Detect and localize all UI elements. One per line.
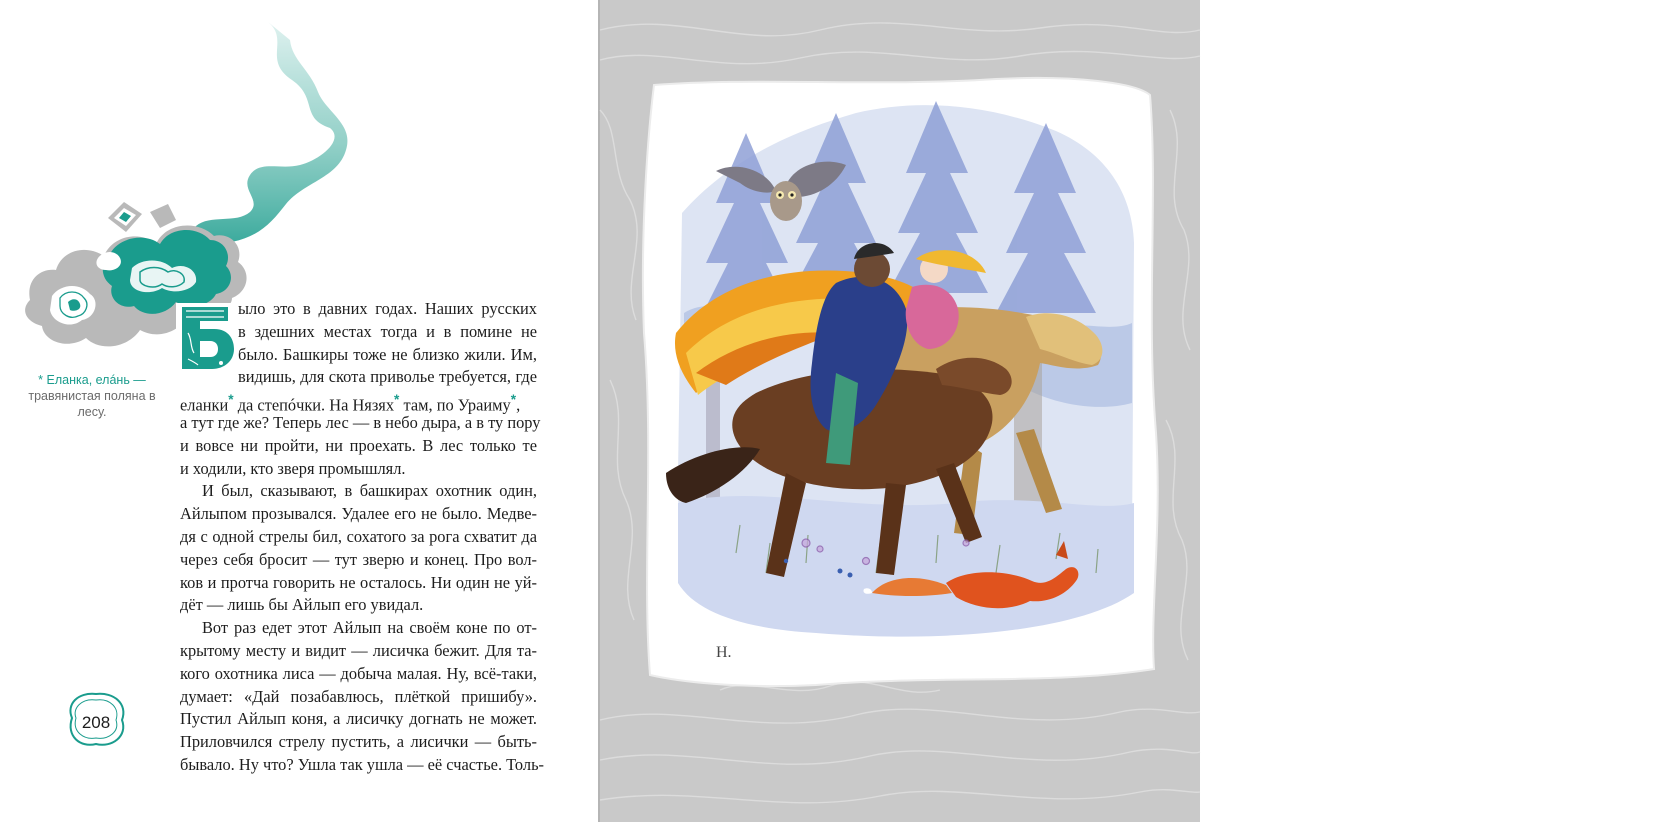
text-segment: там, по Ураиму: [403, 395, 511, 415]
footnote-term: * Еланка, елáнь —: [38, 373, 146, 387]
text-line: дя с одной стрелы бил, сохатого за рога схватит да: [180, 526, 537, 546]
text-line: кого охотника лиса — добыча малая. Ну, всё-таки,: [180, 663, 537, 683]
text-segment: да степóчки. На Нязях: [237, 395, 395, 415]
text-line: и вовсе ни пройти, ни проехать. В лес только те: [180, 435, 537, 455]
text-line: дёт — лишь бы Айлып его увидал.: [180, 595, 424, 615]
story-title-caption: Золотой Волос: [1612, 720, 1660, 751]
right-page: [600, 0, 1660, 822]
text-line: И был, сказывают, в башкирах охотник один,: [202, 481, 537, 501]
story-illustration: [636, 73, 1161, 691]
text-line: а тут где же? Теперь лес — в небо дыра, а в ту пору: [180, 412, 541, 432]
text-line: видишь, для скота приволье требуется, где: [238, 367, 537, 387]
illustrator-signature: Н.: [716, 644, 732, 661]
story-text: [180, 298, 545, 777]
footnote: [22, 372, 162, 420]
text-line: думает: «Дай позабавлюсь, плёткой пришибу».: [180, 686, 537, 706]
text-line: бывало. Ну что? Ушла так ушла — её счастье. Толь-: [180, 754, 545, 774]
text-line: ыло это в давних годах. Наших русских: [238, 299, 537, 318]
page-number: 208: [81, 713, 111, 732]
footnote-marker: *: [510, 392, 517, 408]
text-line: Айлыпом прозывался. Удалее его не было. Медве-: [180, 504, 537, 524]
footnote-marker: *: [228, 392, 234, 408]
footnote-marker: *: [394, 392, 400, 408]
text-line: Пустил Айлып коня, а лисичку догнать не может.: [180, 709, 537, 729]
text-line: в здешних местах тогда и в помине не: [238, 321, 537, 341]
text-line: через себя бросит — тут зверю и конец. Про вол-: [180, 549, 537, 569]
text-line: и ходили, кто зверя промышлял.: [180, 458, 406, 478]
text-line: ков и протча говорить не осталось. Ни один не уй-: [180, 572, 537, 592]
text-line: крытому месту и видит — лисичка бежит. Для та-: [180, 640, 537, 660]
footnote-definition: травянистая поляна в лесу.: [28, 389, 156, 419]
text-line: было. Башкиры тоже не близко жили. Им,: [238, 344, 537, 364]
left-page: [0, 0, 600, 822]
text-line: еланки* да степóчки. На Нязях* там, по Ураиму*,: [180, 392, 521, 415]
text-line: Приловчился стрелу пустить, а лисички — быть-: [180, 732, 537, 752]
text-line: Вот раз едет этот Айлып на своём коне по от-: [202, 618, 537, 638]
text-segment: еланки: [180, 395, 229, 415]
